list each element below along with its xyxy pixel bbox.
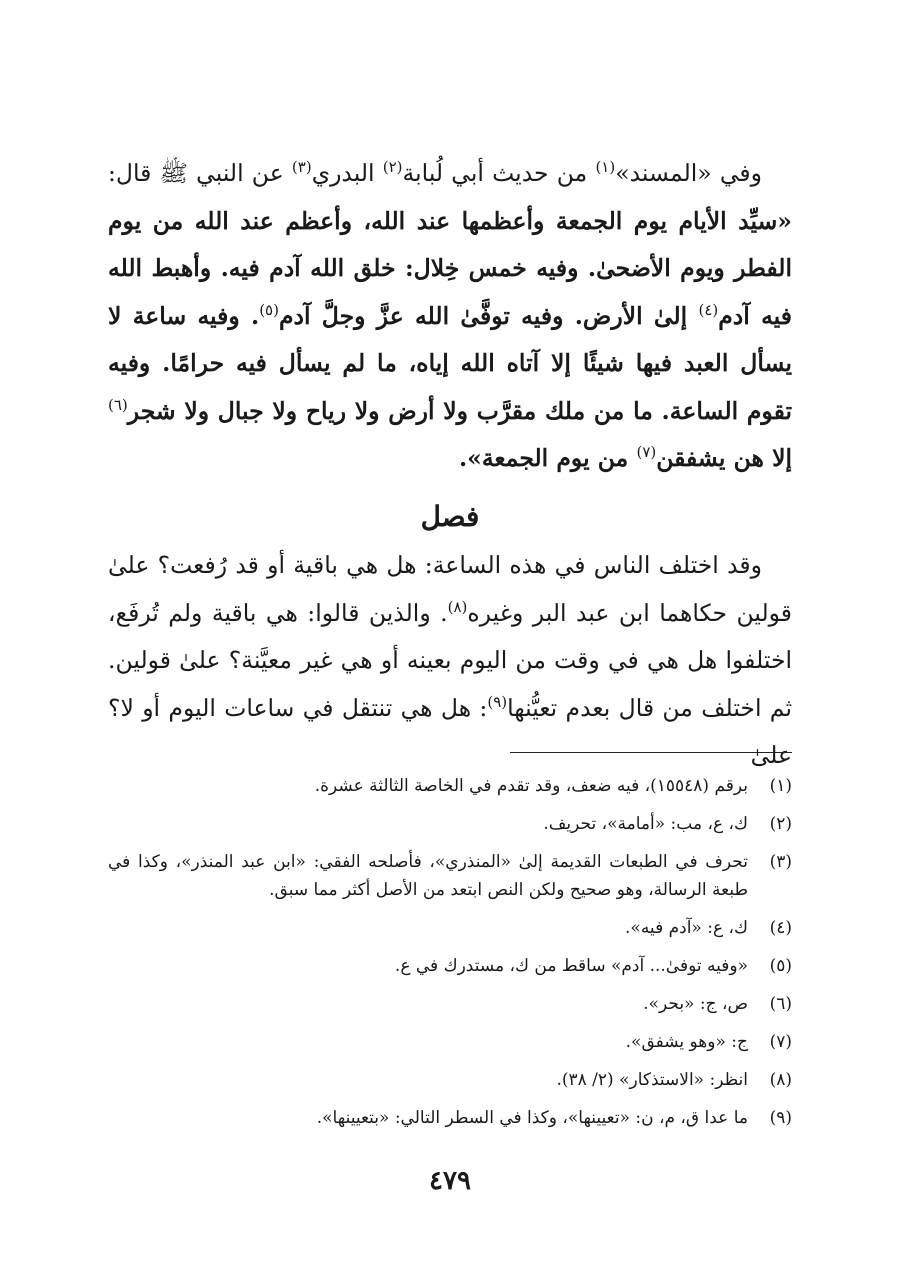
footnote-text: برقم (١٥٥٤٨)، فيه ضعف، وقد تقدم في الخاصة الثالثة عشرة.: [314, 776, 748, 796]
footnote-text: ج: «وهو يشفق».: [625, 1032, 748, 1052]
footnote-text: تحرف في الطبعات القديمة إلىٰ «المنذري»، فأصلحه الفقي: «ابن عبد المنذر»، وكذا في طبعة الرسالة، وهو صحيح ولكن النص ابتعد من الأصل أكثر مما سبق.: [108, 852, 748, 900]
footnote-text: «وفيه توفىٰ... آدم» ساقط من ك، مستدرك في ع.: [394, 956, 748, 976]
footnote-ref-3: (٣): [291, 158, 312, 177]
footnote-ref-4: (٤): [698, 300, 719, 319]
footnote-item: [108, 1104, 792, 1132]
footnote-number: (٤): [769, 918, 792, 938]
footnote-number: (٩): [769, 1108, 792, 1128]
discussion-text: وقد اختلف الناس في هذه الساعة: هل هي باقية أو قد رُفعت؟ علىٰ قولين حكاهما ابن عبد البر وغيره: [108, 551, 792, 627]
footnote-item: [108, 1028, 792, 1056]
footnote-ref-8: (٨): [447, 597, 468, 616]
main-text: [108, 150, 792, 780]
footnote-number: (٧): [769, 1032, 792, 1052]
footnote-number: (٣): [769, 852, 792, 872]
footnote-ref-6: (٦): [108, 395, 128, 414]
footnote-text: ص، ج: «بحر».: [643, 994, 748, 1014]
footnote-item: [108, 1066, 792, 1094]
discussion-text: . والذين قالوا: هي باقية ولم تُرفَع، اختلفوا هل هي في وقت من اليوم بعينه أو هي غير معيَّنة؟ علىٰ قولين. ثم اختلف من قال بعدم تعيُّنها: [108, 598, 792, 722]
footnote-ref-2: (٢): [382, 158, 403, 177]
footnote-separator: [510, 752, 792, 753]
footnote-ref-9: (٩): [487, 692, 508, 711]
footnote-ref-5: (٥): [259, 300, 279, 319]
intro-text: وفي «المسند»: [615, 159, 762, 187]
quote-text: . وفيه ساعة لا يسأل العبد فيها شيئًا إلا آتاه الله إياه، ما لم يسأل فيه حرامًا. وفيه تقوم الساعة. ما من ملك مقرَّب ولا أرض ولا رياح ولا جبال ولا شجر: [108, 301, 792, 425]
section-title: فصل: [420, 499, 480, 533]
footnote-text: ك، ع، مب: «أمامة»، تحريف.: [543, 814, 748, 834]
page-number: ٤٧٩: [429, 1166, 471, 1196]
quote-text: إلىٰ الأرض. وفيه توفَّىٰ الله عزَّ وجلَّ آدم: [278, 301, 699, 330]
footnote-item: [108, 848, 792, 904]
footnote-item: [108, 952, 792, 980]
footnote-text: انظر: «الاستذكار» (٢/ ٣٨).: [556, 1070, 748, 1090]
footnote-number: (٢): [769, 814, 792, 834]
quote-text: من يوم الجمعة».: [458, 444, 637, 472]
footnote-text: ما عدا ق، م، ن: «تعيينها»، وكذا في السطر التالي: «بتعيينها».: [316, 1108, 748, 1128]
hadith-paragraph: [108, 150, 792, 483]
footnote-item: [108, 914, 792, 942]
footnote-ref-1: (١): [595, 158, 616, 177]
footnote-item: [108, 990, 792, 1018]
footnote-number: (٨): [769, 1070, 792, 1090]
quote-text: «سيِّد الأيام يوم الجمعة وأعظمها عند الله، وأعظم عند الله من يوم الفطر ويوم الأضحىٰ. وفيه خمس خِلال: خلق الله آدم فيه. وأهبط الله فيه آدم: [108, 206, 792, 330]
footnote-text: ك، ع: «آدم فيه».: [625, 918, 748, 938]
footnote-item: [108, 810, 792, 838]
quote-text: إلا هن يشفقن: [656, 444, 792, 472]
intro-text: البدري: [311, 159, 383, 187]
discussion-paragraph: [108, 542, 792, 780]
footnote-number: (٦): [769, 994, 792, 1014]
intro-text: من حديث أبي لُبابة: [402, 159, 596, 187]
discussion-text: : هل هي تنتقل في ساعات اليوم أو لا؟ علىٰ: [108, 693, 792, 769]
footnote-number: (١): [769, 776, 792, 796]
footnotes: [108, 772, 792, 1142]
footnote-ref-7: (٧): [636, 443, 657, 462]
footnote-item: [108, 772, 792, 800]
footnote-number: (٥): [769, 956, 792, 976]
hadith-quote: [108, 207, 792, 473]
intro-text: عن النبي ﷺ قال:: [108, 159, 292, 187]
